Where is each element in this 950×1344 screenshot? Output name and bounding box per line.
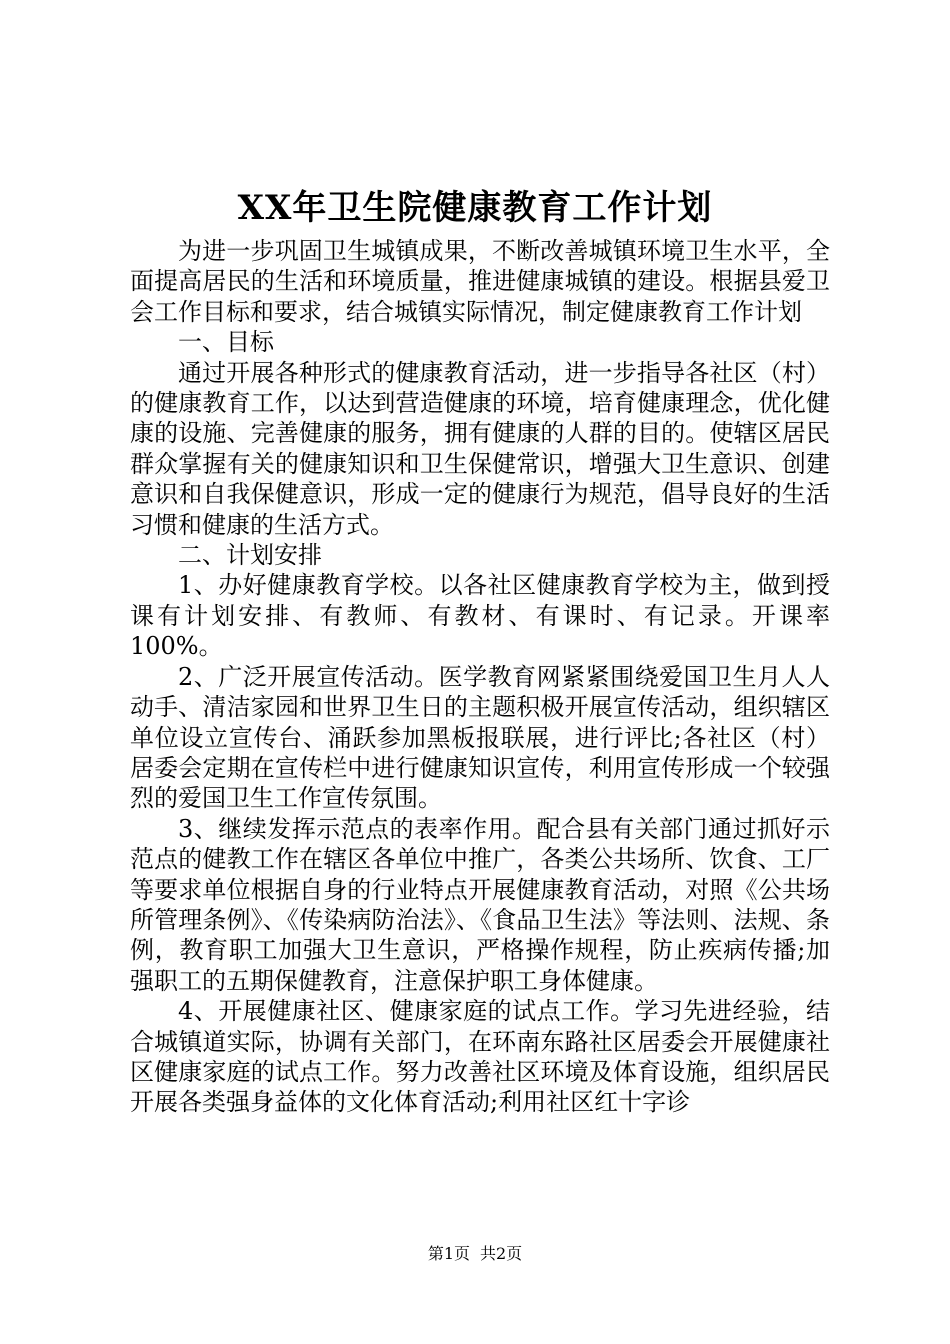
page-number: 第1页 (427, 1244, 470, 1263)
plan-item-3: 3、继续发挥示范点的表率作用。配合县有关部门通过抓好示范点的健教工作在辖区各单位中推广，各类公共场所、饮食、工厂等要求单位根据自身的行业特点开展健康教育活动，对照《公共场所管理条例》、《传染病防治法》、《食品卫生法》等法则、法规、条例，教育职工加强大卫生意识，严格操作规程，防止疾病传播;加强职工的五期保健教育，注意保护职工身体健康。 (130, 814, 830, 995)
document-body (130, 236, 830, 1118)
section-heading-plan: 二、计划安排 (178, 541, 322, 570)
intro-paragraph: 为进一步巩固卫生城镇成果，不断改善城镇环境卫生水平，全面提高居民的生活和环境质量，推进健康城镇的建设。根据县爱卫会工作目标和要求，结合城镇实际情况，制定健康教育工作计划 (130, 237, 830, 326)
page-total: 共2页 (480, 1244, 523, 1263)
plan-item-4: 4、开展健康社区、健康家庭的试点工作。学习先进经验，结合城镇道实际，协调有关部门，在环南东路社区居委会开展健康社区健康家庭的试点工作。努力改善社区环境及体育设施，组织居民开展各类强身益体的文化体育活动;利用社区红十字诊 (130, 997, 830, 1117)
page-footer (0, 1244, 950, 1264)
plan-item-2: 2、广泛开展宣传活动。医学教育网紧紧围绕爱国卫生月人人动手、清洁家园和世界卫生日的主题积极开展宣传活动，组织辖区单位设立宣传台、涌跃参加黑板报联展，进行评比;各社区（村）居委会定期在宣传栏中进行健康知识宣传，利用宣传形成一个较强烈的爱国卫生工作宣传氛围。 (130, 662, 830, 813)
plan-item-1: 1、办好健康教育学校。以各社区健康教育学校为主，做到授课有计划安排、有教师、有教材、有课时、有记录。开课率100%。 (130, 571, 830, 661)
document-title: XX年卫生院健康教育工作计划 (237, 188, 713, 228)
goals-paragraph: 通过开展各种形式的健康教育活动，进一步指导各社区（村）的健康教育工作，以达到营造健康的环境，培育健康理念，优化健康的设施、完善健康的服务，拥有健康的人群的目的。使辖区居民群众掌握有关的健康知识和卫生保健常识，增强大卫生意识、创建意识和自我保健意识，形成一定的健康行为规范，倡导良好的生活习惯和健康的生活方式。 (130, 358, 830, 539)
section-heading-goals: 一、目标 (178, 328, 274, 357)
